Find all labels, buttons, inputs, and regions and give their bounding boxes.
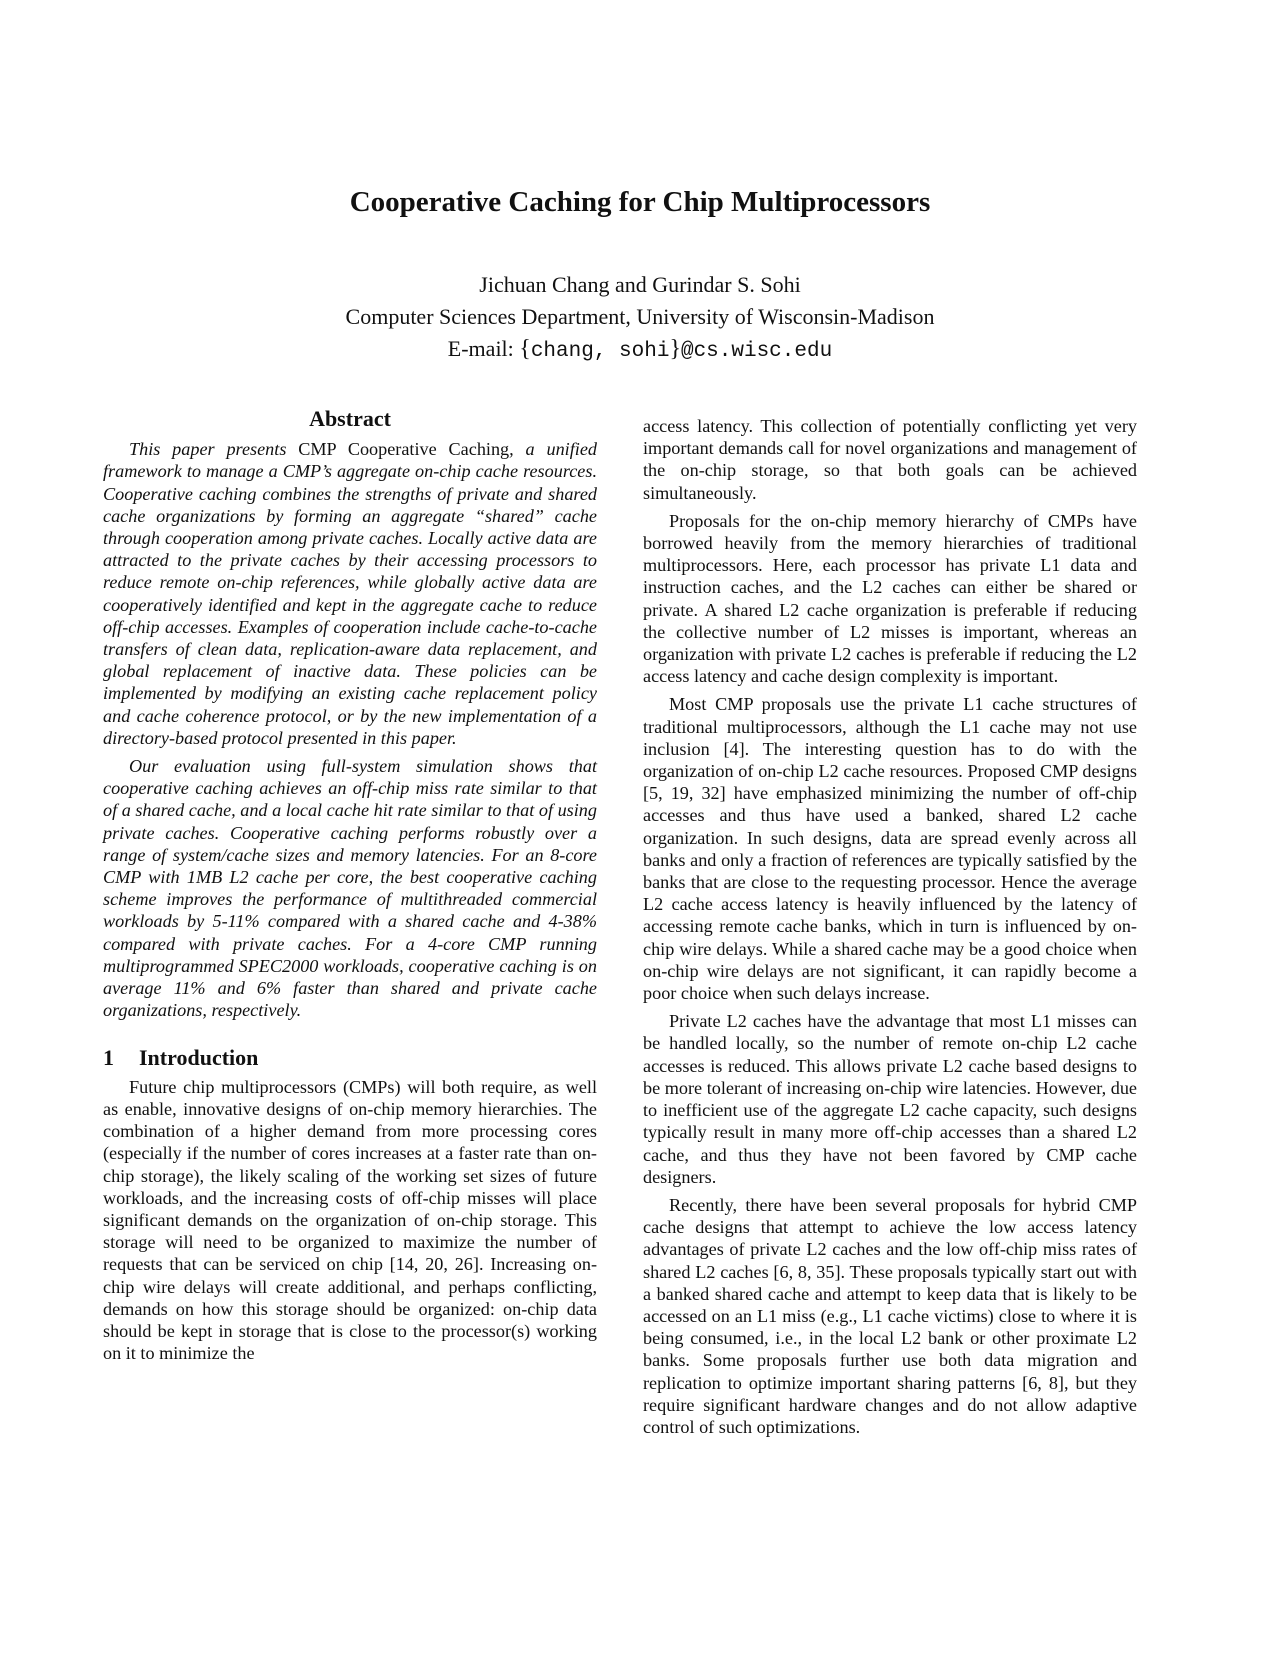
introduction-heading xyxy=(103,1047,597,1069)
paper-authors: Jichuan Chang and Gurindar S. Sohi xyxy=(479,272,801,297)
section-title: Introduction xyxy=(139,1045,259,1071)
abstract-p1-start: This paper presents xyxy=(129,439,299,460)
section-number: 1 xyxy=(103,1045,114,1071)
abstract-paragraph-1 xyxy=(103,438,597,749)
email-close-brace: } xyxy=(669,336,681,362)
email-domain: @cs.wisc.edu xyxy=(680,340,833,363)
abstract-heading: Abstract xyxy=(309,406,391,431)
email-open-brace: { xyxy=(519,336,531,362)
intro-paragraph-5: Recently, there have been several proposals for hybrid CMP cache designs that attempt to achieve the low access latency advantages of private L2 caches and the low off-chip miss rates of shared L2 caches [6, 8, 35]. These proposals typically start out with a banked shared cache and attempt to keep data that is likely to be accessed on an L1 miss (e.g., L1 cache victims) close to where it is being consumed, i.e., in the local L2 bank or other proximate L2 banks. Some proposals further use both data migration and replication to optimize important sharing patterns [6, 8], but they require significant hardware changes and do not allow adaptive control of such optimizations. xyxy=(643,1194,1137,1437)
email-users: chang, sohi xyxy=(530,340,670,363)
right-column xyxy=(643,415,1137,1444)
paper-email xyxy=(0,336,1280,363)
abstract-p1-rest: , a unified framework to manage a CMP’s aggregate on-chip cache resources. Cooperative caching combines the strengths of private and shared cache organizations by forming an aggregate “shared” cache through cooperation among private caches. Locally active data are attracted to the private caches by their accessing processors to reduce remote on-chip references, while globally active data are cooperatively identified and kept in the aggregate cache to reduce off-chip accesses. Examples of cooperation include cache-to-cache transfers of clean data, replication-aware data replacement, and global replacement of inactive data. These policies can be implemented by modifying an existing cache replacement policy and cache coherence protocol, or by the new implementation of a directory-based protocol presented in this paper. xyxy=(103,439,597,748)
abstract-paragraph-2: Our evaluation using full-system simulation shows that cooperative caching achieves an off-chip miss rate similar to that of a shared cache, and a local cache hit rate similar to that of using private caches. Cooperative caching performs robustly over a range of system/cache sizes and memory latencies. For an 8-core CMP with 1MB L2 cache per core, the best cooperative caching scheme improves the performance of multithreaded commercial workloads by 5-11% compared with a shared cache and 4-38% compared with private caches. For a 4-core CMP running multiprogrammed SPEC2000 workloads, cooperative caching is on average 11% and 6% faster than shared and private cache organizations, respectively. xyxy=(103,756,597,1021)
email-label: E-mail: xyxy=(447,336,514,361)
intro-paragraph-1: Future chip multiprocessors (CMPs) will both require, as well as enable, innovative designs of on-chip memory hierarchies. The combination of a higher demand from more processing cores (especially if the number of cores increases at a faster rate than on-chip storage), the likely scaling of the working set sizes of future workloads, and the increasing costs of off-chip misses will place significant demands on the organization of on-chip storage. This storage will need to be organized to maximize the number of requests that can be serviced on chip [14, 20, 26]. Increasing on-chip wire delays will create additional, and perhaps conflicting, demands on how this storage should be organized: on-chip data should be kept in storage that is close to the processor(s) working on it to minimize the xyxy=(103,1076,597,1364)
intro-paragraph-1-continued: access latency. This collection of potentially conflicting yet very important demands call for novel organizations and management of the on-chip storage, so that both goals can be achieved simultaneously. xyxy=(643,416,1137,503)
left-column xyxy=(103,408,597,1370)
intro-paragraph-4: Private L2 caches have the advantage that most L1 misses can be handled locally, so the number of remote on-chip L2 cache accesses is reduced. This allows private L2 cache based designs to be more tolerant of increasing on-chip wire latencies. However, due to inefficient use of the aggregate L2 cache capacity, such designs typically result in many more off-chip accesses than a shared L2 cache, and thus they have not been favored by CMP cache designers. xyxy=(643,1011,1137,1187)
intro-paragraph-3: Most CMP proposals use the private L1 cache structures of traditional multiprocessors, although the L1 cache may not use inclusion [4]. The interesting question has to do with the organization of on-chip L2 cache resources. Proposed CMP designs [5, 19, 32] have emphasized minimizing the number of off-chip accesses and thus have used a banked, shared L2 cache organization. In such designs, data are spread evenly across all banks and only a fraction of references are typically satisfied by the banks that are close to the requesting processor. Hence the average L2 cache access latency is heavily influenced by the latency of accessing remote cache banks, which in turn is influenced by on-chip wire delays. While a shared cache may be a good choice when on-chip wire delays are not significant, it can rapidly become a poor choice when such delays increase. xyxy=(643,694,1137,1004)
paper-affiliation: Computer Sciences Department, University of Wisconsin-Madison xyxy=(345,304,935,329)
paper-title: Cooperative Caching for Chip Multiprocessors xyxy=(349,186,931,218)
abstract-p1-term: CMP Cooperative Caching xyxy=(298,439,510,460)
intro-paragraph-2: Proposals for the on-chip memory hierarchy of CMPs have borrowed heavily from the memory hierarchies of traditional multiprocessors. Here, each processor has private L1 data and instruction caches, and the L2 caches can either be shared or private. A shared L2 cache organization is preferable if reducing the collective number of L2 misses is important, whereas an organization with private L2 caches is preferable if reducing the L2 access latency and cache design complexity is important. xyxy=(643,510,1137,687)
